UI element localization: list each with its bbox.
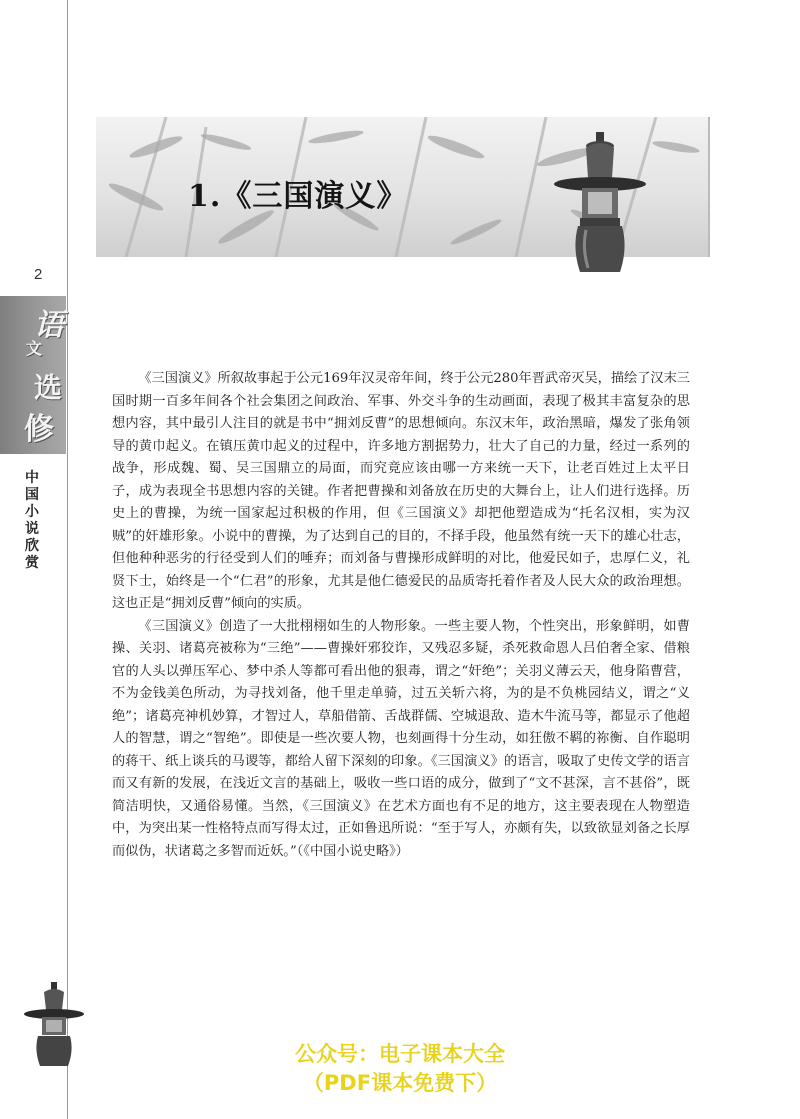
side-subtitle-char: 欣 bbox=[25, 538, 39, 554]
side-tab-char: 文 bbox=[26, 339, 43, 358]
paragraph: 《三国演义》创造了一大批栩栩如生的人物形象。一些主要人物，个性突出，形象鲜明，如曹操、关羽、诸葛亮被称为“三绝”——曹操奸邪狡诈，又残忍多疑，杀死救命恩人吕伯奢全家、借粮官的人头以弹压军心、梦中杀人等都可看出他的狠毒，谓之“奸绝”；关羽义薄云天，他身陷曹营，不为金钱美色所动，为寻找刘备，他千里走单骑，过五关斩六将，为的是不负桃园结义，谓之“义绝”；诸葛亮神机妙算，才智过人，草船借箭、舌战群儒、空城退敌、造木牛流马等，都显示了他超人的智慧，谓之“智绝”。即使是一些次要人物，也刻画得十分生动，如狂傲不羁的祢衡、自作聪明的蒋干、纸上谈兵的马谡等，都给人留下深刻的印象。《三国演义》的语言，吸取了史传文学的语言而又有新的发展，在浅近文言的基础上，吸收一些口语的成分，做到了“文不甚深，言不甚俗”，既简洁明快，又通俗易懂。当然，《三国演义》在艺术方面也有不足的地方，这主要表现在人物塑造中，为突出某一性格特点而写得太过，正如鲁迅所说：“至于写人，亦颇有失，以致欲显刘备之长厚而似伪，状诸葛之多智而近妖。”（《中国小说史略》） bbox=[112, 618, 690, 859]
side-subtitle-char: 说 bbox=[25, 521, 39, 537]
side-subtitle bbox=[20, 470, 44, 572]
small-lamp-icon bbox=[22, 980, 86, 1068]
body-text bbox=[112, 368, 690, 863]
side-tab-char: 语 bbox=[34, 308, 64, 343]
page-number: 2 bbox=[34, 266, 43, 283]
side-tab bbox=[0, 296, 66, 454]
side-tab-char: 修 bbox=[24, 412, 54, 447]
watermark-footer bbox=[240, 1040, 560, 1098]
footer-line: 公众号：电子课本大全 bbox=[295, 1042, 505, 1066]
side-subtitle-char: 国 bbox=[25, 487, 39, 503]
side-tab-char: 选 bbox=[34, 371, 63, 404]
side-subtitle-char: 中 bbox=[25, 470, 39, 486]
margin-line bbox=[67, 0, 68, 1119]
side-subtitle-char: 小 bbox=[25, 504, 39, 520]
chapter-title: 1.《三国演义》 bbox=[188, 179, 408, 214]
paragraph: 《三国演义》所叙故事起于公元169年汉灵帝年间，终于公元280年晋武帝灭吴，描绘了汉末三国时期一百多年间各个社会集团之间政治、军事、外交斗争的生动画面，表现了极其丰富复杂的思想内容，其中最引人注目的就是书中“拥刘反曹”的思想倾向。东汉末年，政治黑暗，爆发了张角领导的黄巾起义。在镇压黄巾起义的过程中，许多地方割据势力，壮大了自己的力量，经过一系列的战争，形成魏、蜀、吴三国鼎立的局面，而究竟应该由哪一方来统一天下，让老百姓过上太平日子，成为表现全书思想内容的关键。作者把曹操和刘备放在历史的大舞台上，让人们进行选择。历史上的曹操，为统一国家起过积极的作用，但《三国演义》却把他塑造成为“托名汉相，实为汉贼”的奸雄形象。小说中的曹操，为了达到自己的目的，不择手段，他虽然有统一天下的雄心壮志，但他种种恶劣的行径受到人们的唾弃；而刘备与曹操形成鲜明的对比，他爱民如子，忠厚仁义，礼贤下士，始终是一个“仁君”的形象，尤其是他仁德爱民的品质寄托着作者及人民大众的政治理想。这也正是“拥刘反曹”倾向的实质。 bbox=[112, 371, 690, 611]
side-subtitle-char: 赏 bbox=[25, 555, 39, 571]
footer-line: （PDF课本免费下） bbox=[302, 1071, 498, 1095]
oil-lamp-illustration bbox=[552, 128, 648, 278]
